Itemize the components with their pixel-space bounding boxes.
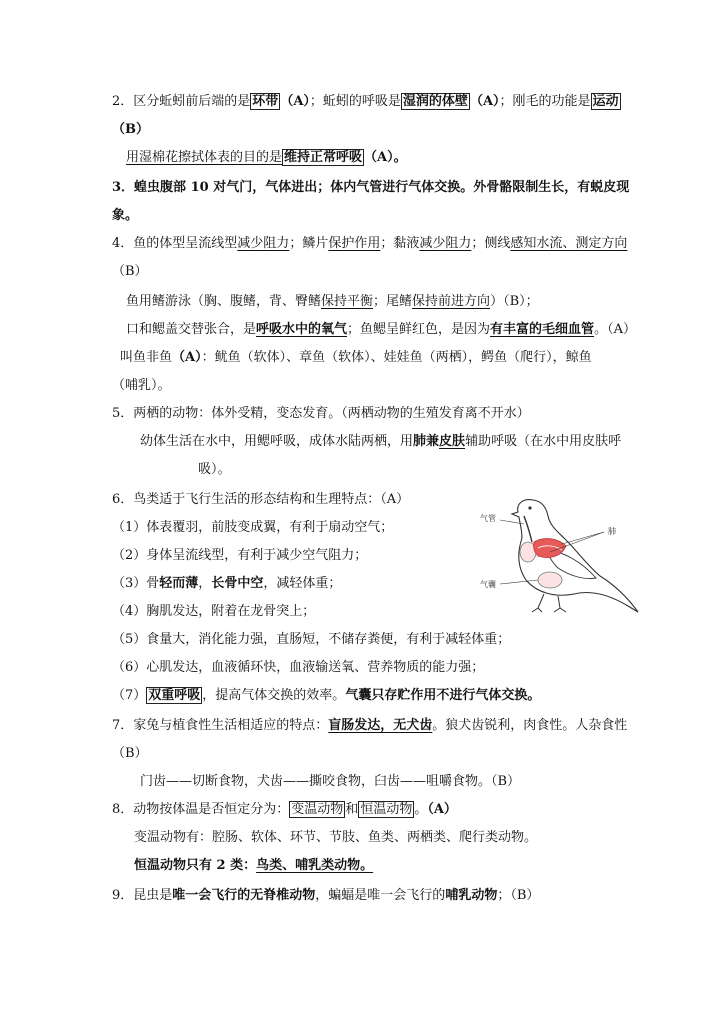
q4-line4: 口和鳃盖交替张合，是呼吸水中的氧气；鱼鳃呈鲜红色，是因为有丰富的毛细血管。（A） xyxy=(126,322,636,337)
q4-line5: 叫鱼非鱼（A）：鱿鱼（软体）、章鱼（软体）、娃娃鱼（两栖），鳄鱼（爬行），鲸鱼 xyxy=(120,350,592,365)
q3-line2: 象。 xyxy=(112,208,139,223)
q6-answer-double-breathing: 双重呼吸 xyxy=(148,688,201,703)
q6-item-7: （7） 双重呼吸 ，提高气体交换的效率。气囊只存贮作用不进行气体交换。 xyxy=(112,688,541,703)
q5-line3: 吸）。 xyxy=(198,462,231,477)
q6-item-1: （1）体表覆羽，前肢变成翼，有利于扇动空气； xyxy=(112,520,394,535)
q6-item-6: （6）心肌发达，血液循环快，血液输送氧、营养物质的能力强； xyxy=(112,660,485,675)
bird-airsac-rear xyxy=(538,572,562,588)
q7-line3: 门齿——切断食物，犬齿——撕咬食物，臼齿——咀嚼食物。（B） xyxy=(140,774,521,789)
q4-line6: （哺乳）。 xyxy=(112,378,171,393)
bird-eye xyxy=(528,506,531,509)
q6-item-3: （3）骨轻而薄，长骨中空，减轻体重； xyxy=(112,576,342,591)
q4-line2: （B） xyxy=(112,264,148,279)
lung-leader-1 xyxy=(562,532,604,544)
q2-answer-moist-wall: 湿润的体壁 xyxy=(402,94,468,109)
q5-line1: 5．两栖的动物：体外受精，变态发育。（两栖动物的生殖发育离不开水） xyxy=(112,406,530,421)
q5-line2: 幼体生活在水中，用鳃呼吸，成体水陆两栖，用肺兼皮肤辅助呼吸（在水中用皮肤呼 xyxy=(140,434,622,449)
bird-legs xyxy=(532,594,566,612)
bird-respiratory-diagram xyxy=(478,490,643,620)
q8-answer-warm-blooded: 恒温动物 xyxy=(360,802,413,817)
q2-answer-breathing: 维持正常呼吸 xyxy=(284,150,363,165)
label-airsac: 气囊 xyxy=(480,580,496,589)
q6-item-4: （4）胸肌发达，附着在龙骨突上； xyxy=(112,604,316,619)
q8-line2: 变温动物有：腔肠、软体、环节、节肢、鱼类、两栖类、爬行类动物。 xyxy=(134,830,538,845)
q3-line1: 3．蝗虫腹部 10 对气门，气体进出；体内气管进行气体交换。外骨骼限制生长，有蜕皮现 xyxy=(112,180,630,195)
q2-line1: 2．区分蚯蚓前后端的是 环带 （A）；蚯蚓的呼吸是 湿润的体壁 （A）；刚毛的功能是 运动 xyxy=(112,94,619,109)
q8-line1: 8．动物按体温是否恒定分为： 变温动物 和 恒温动物 。（A） xyxy=(112,802,457,817)
q2-line3: 用湿棉花擦拭体表的目的是 维持正常呼吸 （A）。 xyxy=(126,150,407,165)
label-lung: 肺 xyxy=(608,527,616,536)
q2-answer-movement: 运动 xyxy=(592,94,619,109)
q4-line3: 鱼用鳍游泳（胸、腹鳍，背、臀鳍保持平衡；尾鳍保持前进方向）（B）； xyxy=(126,294,539,309)
label-trachea: 气管 xyxy=(480,514,496,523)
q7-line1: 7．家兔与植食性生活相适应的特点：盲肠发达，无犬齿。狼犬齿锐利，肉食性。人杂食性 xyxy=(112,718,628,733)
q6-item-2: （2）身体呈流线型，有利于减少空气阻力； xyxy=(112,548,368,563)
q4-line1: 4．鱼的体型呈流线型减少阻力；鳞片保护作用；黏液减少阻力；侧线感知水流、测定方向 xyxy=(112,236,628,251)
q6-title: 6．鸟类适于飞行生活的形态结构和生理特点：（A） xyxy=(112,492,410,507)
q9-line1: 9．昆虫是唯一会飞行的无脊椎动物，蝙蝠是唯一会飞行的哺乳动物；（B） xyxy=(112,888,540,903)
q6-item-5: （5）食量大，消化能力强，直肠短，不储存粪便，有利于减轻体重； xyxy=(112,632,511,647)
q8-line3: 恒温动物只有 2 类：鸟类、哺乳类动物。 xyxy=(134,858,374,873)
q2-line2: （B） xyxy=(112,122,149,137)
q7-line2: （B） xyxy=(112,746,148,761)
q2-answer-clitellum: 环带 xyxy=(252,94,279,109)
q8-answer-cold-blooded: 变温动物 xyxy=(291,802,344,817)
